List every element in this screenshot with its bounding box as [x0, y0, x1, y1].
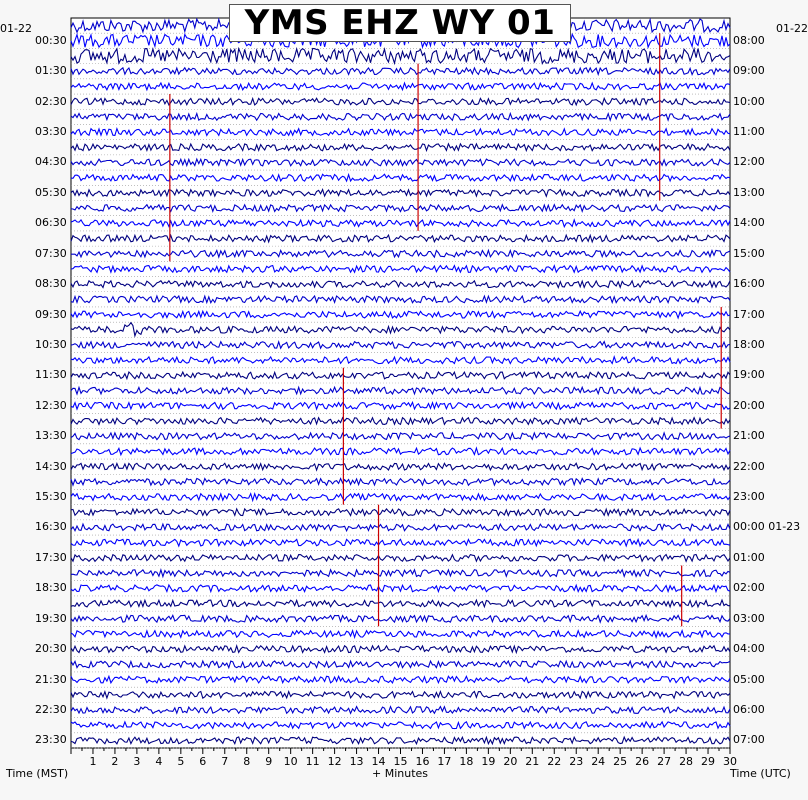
right-time-label: 01:00 — [733, 550, 765, 564]
right-time-label: 08:00 — [733, 33, 765, 47]
x-tick-label: 3 — [133, 755, 141, 768]
left-axis-label: Time (MST) — [6, 767, 69, 780]
x-tick-label: 25 — [613, 755, 628, 768]
x-tick-label: 8 — [243, 755, 251, 768]
left-time-label: 07:30 — [35, 246, 67, 260]
left-time-label: 14:30 — [35, 459, 67, 473]
right-time-label: 10:00 — [733, 94, 765, 108]
x-tick-label: 9 — [265, 755, 273, 768]
chart-title: YMS EHZ WY 01 — [229, 4, 571, 42]
right-time-label: 14:00 — [733, 216, 765, 230]
left-time-label: 11:30 — [35, 368, 67, 382]
left-time-label: 12:30 — [35, 398, 67, 412]
right-next-date-label: 01-23 — [764, 520, 801, 534]
left-time-label: 10:30 — [35, 337, 67, 351]
right-time-label: 22:00 — [733, 459, 765, 473]
x-tick-label: 7 — [221, 755, 229, 768]
right-time-label: 20:00 — [733, 398, 765, 412]
left-time-label: 19:30 — [35, 611, 67, 625]
left-time-label: 23:30 — [35, 733, 67, 747]
left-time-label: 09:30 — [35, 307, 67, 321]
x-tick-label: 6 — [199, 755, 207, 768]
right-axis-label: Time (UTC) — [730, 767, 791, 780]
right-time-label: 19:00 — [733, 368, 765, 382]
x-tick-label: 5 — [177, 755, 185, 768]
right-time-label: 03:00 — [733, 611, 765, 625]
x-axis — [71, 748, 737, 768]
right-time-label: 13:00 — [733, 185, 765, 199]
right-time-label: 06:00 — [733, 702, 765, 716]
x-tick-label: 28 — [679, 755, 694, 768]
x-tick-label: 23 — [569, 755, 584, 768]
x-tick-label: 22 — [547, 755, 562, 768]
x-tick-label: 20 — [503, 755, 518, 768]
x-tick-label: 18 — [459, 755, 474, 768]
left-time-label: 18:30 — [35, 581, 67, 595]
left-time-label: 16:30 — [35, 520, 67, 534]
right-time-label: 16:00 — [733, 277, 765, 291]
left-time-label: 20:30 — [35, 642, 67, 656]
x-tick-label: 19 — [481, 755, 496, 768]
x-tick-label: 4 — [155, 755, 163, 768]
x-tick-label: 10 — [283, 755, 298, 768]
right-time-label: 15:00 — [733, 246, 765, 260]
left-time-label: 06:30 — [35, 216, 67, 230]
x-axis-label: + Minutes — [372, 767, 429, 780]
x-tick-label: 29 — [701, 755, 716, 768]
left-time-label: 03:30 — [35, 125, 67, 139]
x-tick-label: 11 — [305, 755, 320, 768]
x-tick-label: 13 — [349, 755, 364, 768]
x-tick-label: 12 — [327, 755, 342, 768]
right-time-label: 17:00 — [733, 307, 765, 321]
right-time-label: 05:00 — [733, 672, 765, 686]
left-date-label: 01-22 — [0, 22, 32, 35]
left-time-label: 17:30 — [35, 550, 67, 564]
left-time-label: 04:30 — [35, 155, 67, 169]
left-time-label: 00:30 — [35, 33, 67, 47]
x-tick-label: 27 — [657, 755, 672, 768]
right-time-label: 04:00 — [733, 642, 765, 656]
left-time-label: 05:30 — [35, 185, 67, 199]
x-tick-label: 24 — [591, 755, 606, 768]
x-tick-label: 17 — [437, 755, 452, 768]
x-tick-label: 2 — [111, 755, 119, 768]
right-time-label: 11:00 — [733, 125, 765, 139]
right-time-label: 09:00 — [733, 64, 765, 78]
right-date-label: 01-22 — [776, 22, 808, 35]
right-time-label: 21:00 — [733, 429, 765, 443]
right-time-label: 02:00 — [733, 581, 765, 595]
left-time-label: 13:30 — [35, 429, 67, 443]
x-tick-label: 16 — [415, 755, 430, 768]
right-time-label: 12:00 — [733, 155, 765, 169]
left-time-label: 01:30 — [35, 64, 67, 78]
left-time-label: 21:30 — [35, 672, 67, 686]
left-time-label: 22:30 — [35, 702, 67, 716]
left-time-label: 08:30 — [35, 277, 67, 291]
right-time-label: 18:00 — [733, 337, 765, 351]
left-time-label: 02:30 — [35, 94, 67, 108]
x-tick-label: 15 — [393, 755, 408, 768]
x-tick-label: 30 — [723, 755, 737, 768]
x-tick-label: 21 — [525, 755, 540, 768]
x-tick-label: 14 — [371, 755, 386, 768]
x-tick-label: 1 — [89, 755, 97, 768]
right-time-label: 00:00 01-23 — [733, 520, 801, 534]
x-tick-label: 26 — [635, 755, 650, 768]
right-time-label: 07:00 — [733, 733, 765, 747]
left-time-label: 15:30 — [35, 490, 67, 504]
right-time-label: 23:00 — [733, 490, 765, 504]
